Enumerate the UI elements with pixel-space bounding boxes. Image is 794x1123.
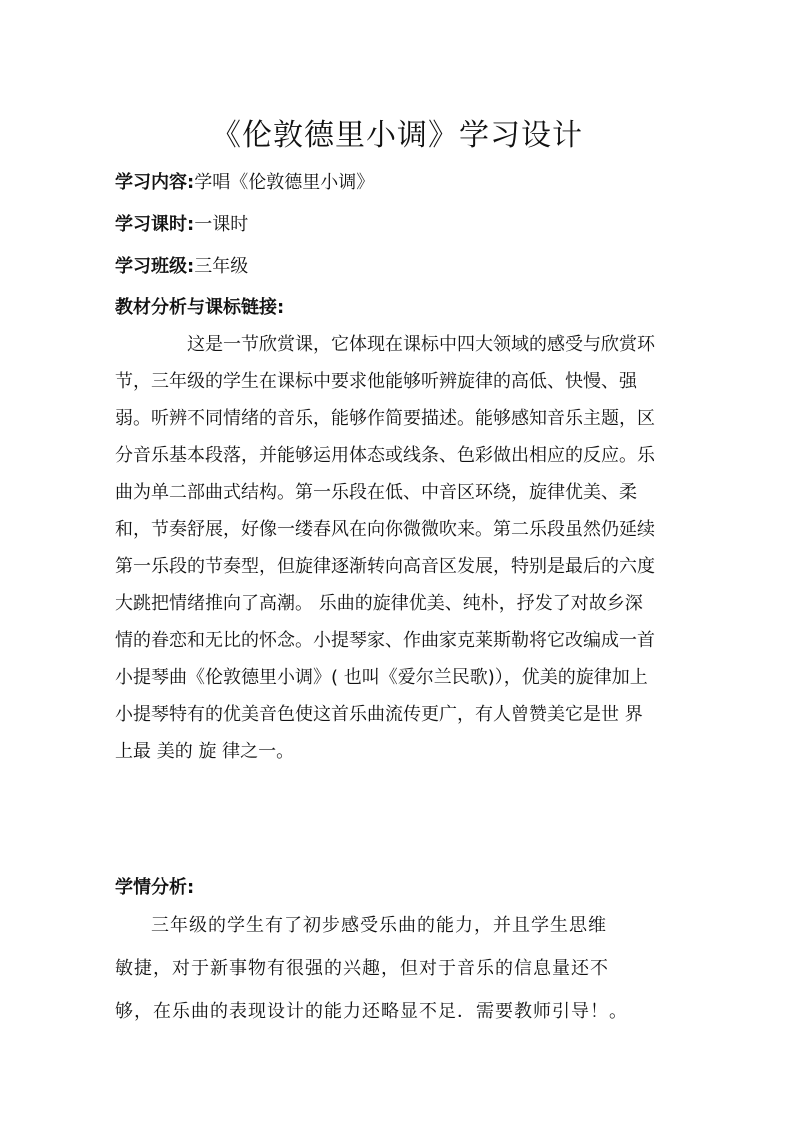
page-title: 《伦敦德里小调》学习设计 bbox=[211, 118, 583, 153]
paragraph-line: 节，三年级的学生在课标中要求他能够听辨旋律的高低、快慢、强 bbox=[115, 371, 637, 392]
field-label: 学习课时: bbox=[115, 214, 195, 235]
paragraph-line: 三年级的学生有了初步感受乐曲的能力，并且学生思维 bbox=[151, 915, 607, 936]
field-label: 学习内容: bbox=[115, 172, 195, 193]
field-period bbox=[115, 210, 248, 236]
section-heading: 教材分析与课标链接: bbox=[115, 297, 285, 318]
paragraph-line: 情的眷恋和无比的怀念。小提琴家、作曲家克莱斯勒将它改编成一首 bbox=[115, 630, 655, 651]
analysis-paragraph bbox=[115, 326, 687, 770]
field-label: 学习班级: bbox=[115, 256, 195, 277]
field-value: 三年级 bbox=[194, 256, 249, 277]
paragraph-line: 分音乐基本段落，并能够运用体态或线条、色彩做出相应的反应。乐 bbox=[115, 445, 655, 466]
field-content bbox=[115, 168, 374, 194]
paragraph-line: 弱。听辨不同情绪的音乐，能够作简要描述。能够感知音乐主题，区 bbox=[115, 408, 655, 429]
field-class bbox=[115, 252, 248, 278]
paragraph-line: 曲为单二部曲式结构。第一乐段在低、中音区环绕，旋律优美、柔 bbox=[115, 482, 637, 503]
paragraph-line: 小提琴特有的优美音色使这首乐曲流传更广，有人曾赞美它是世 界 bbox=[115, 704, 643, 725]
section-heading-analysis bbox=[115, 293, 284, 319]
section-heading: 学情分析: bbox=[115, 877, 195, 898]
paragraph-line: 这是一节欣赏课，它体现在课标中四大领域的感受与欣赏环 bbox=[187, 334, 655, 355]
paragraph-line: 第一乐段的节奏型，但旋律逐渐转向高音区发展，特别是最后的六度 bbox=[115, 556, 655, 577]
field-value: 学唱《伦敦德里小调》 bbox=[194, 172, 375, 193]
paragraph-line: 小提琴曲《伦敦德里小调》( 也叫《爱尔兰民歌)），优美的旋律加上 bbox=[115, 667, 648, 688]
section-heading-learners bbox=[115, 873, 194, 899]
paragraph-line: 大跳把情绪推向了高潮。 乐曲的旋律优美、纯朴，抒发了对故乡深 bbox=[115, 593, 643, 614]
paragraph-line: 和，节奏舒展，好像一缕春风在向你微微吹来。第二乐段虽然仍延续 bbox=[115, 519, 655, 540]
learners-paragraph bbox=[115, 904, 687, 1033]
paragraph-line: 敏捷，对于新事物有很强的兴趣，但对于音乐的信息量还不 bbox=[115, 958, 609, 979]
field-value: 一课时 bbox=[194, 214, 249, 235]
paragraph-line: 够，在乐曲的表现设计的能力还略显不足．需要教师引导！。 bbox=[115, 1001, 628, 1022]
paragraph-line: 上最 美的 旋 律之一。 bbox=[115, 741, 295, 762]
